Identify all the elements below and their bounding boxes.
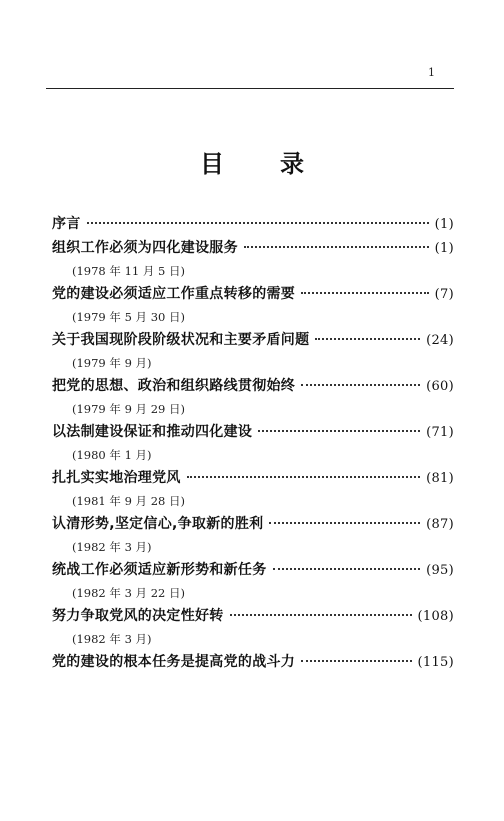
toc-entry-title: 把党的思想、政治和组织路线贯彻始终 — [52, 378, 296, 394]
toc-entry-title: 以法制建设保证和推动四化建设 — [52, 424, 253, 440]
toc-entry-page: (1) — [434, 241, 454, 256]
dot-leader — [269, 522, 420, 524]
dot-leader — [258, 430, 420, 432]
toc-entry-page: (87) — [426, 517, 454, 532]
toc-entry-page: (71) — [426, 425, 454, 440]
dot-leader — [301, 292, 429, 294]
toc-entry-page: (81) — [426, 471, 454, 486]
toc-entry-page: (95) — [426, 563, 454, 578]
toc-entry-page: (7) — [434, 287, 454, 302]
toc-entry-title: 统战工作必须适应新形势和新任务 — [52, 562, 267, 578]
toc-entry[interactable] — [52, 650, 454, 674]
dot-leader — [301, 660, 411, 662]
toc-entry-title: 党的建设的根本任务是提高党的战斗力 — [52, 654, 296, 670]
toc-entry[interactable] — [52, 282, 454, 306]
toc-entry-date: (1982 年 3 月 22 日) — [72, 586, 185, 600]
toc-entry-date: (1979 年 9 月 29 日) — [72, 402, 185, 416]
toc-entry[interactable] — [52, 420, 454, 444]
dot-leader — [301, 384, 420, 386]
toc-entry-title: 扎扎实实地治理党风 — [52, 470, 181, 486]
toc-entry-date: (1979 年 9 月) — [72, 356, 152, 370]
toc-entry-page: (60) — [426, 379, 454, 394]
header-rule — [46, 88, 454, 89]
page-number: 1 — [428, 66, 435, 79]
toc-entry[interactable] — [52, 466, 454, 490]
dot-leader — [230, 614, 412, 616]
toc-entry[interactable] — [52, 374, 454, 398]
toc-entry[interactable] — [52, 236, 454, 260]
page-title — [0, 144, 504, 179]
toc-entry-title: 组织工作必须为四化建设服务 — [52, 240, 238, 256]
toc-entry-date: (1982 年 3 月) — [72, 632, 152, 646]
dot-leader — [315, 338, 420, 340]
toc-entry-title: 努力争取党风的决定性好转 — [52, 608, 224, 624]
toc-entry-date: (1982 年 3 月) — [72, 540, 152, 554]
toc-entry-date: (1981 年 9 月 28 日) — [72, 494, 185, 508]
toc-entry-date: (1978 年 11 月 5 日) — [72, 264, 185, 278]
title-char-1: 目 — [200, 150, 224, 178]
toc-entry[interactable] — [52, 512, 454, 536]
dot-leader — [273, 568, 421, 570]
toc-entry-page: (1) — [434, 217, 454, 232]
toc-entry[interactable] — [52, 328, 454, 352]
dot-leader — [187, 476, 420, 478]
toc-entry-title: 党的建设必须适应工作重点转移的需要 — [52, 286, 296, 302]
toc-entry-title: 序言 — [52, 216, 81, 232]
toc-entry-page: (24) — [426, 333, 454, 348]
toc-entry[interactable] — [52, 212, 454, 236]
toc-entry-title: 关于我国现阶段阶级状况和主要矛盾问题 — [52, 332, 310, 348]
toc-entry-title: 认清形势,坚定信心,争取新的胜利 — [52, 516, 264, 532]
toc-entry-page: (115) — [417, 655, 454, 670]
table-of-contents — [52, 212, 454, 674]
toc-entry[interactable] — [52, 604, 454, 628]
toc-entry-page: (108) — [417, 609, 454, 624]
dot-leader — [244, 246, 429, 248]
toc-entry-date: (1980 年 1 月) — [72, 448, 152, 462]
toc-entry-date: (1979 年 5 月 30 日) — [72, 310, 185, 324]
title-char-2: 录 — [280, 150, 304, 178]
dot-leader — [87, 222, 429, 224]
toc-entry[interactable] — [52, 558, 454, 582]
